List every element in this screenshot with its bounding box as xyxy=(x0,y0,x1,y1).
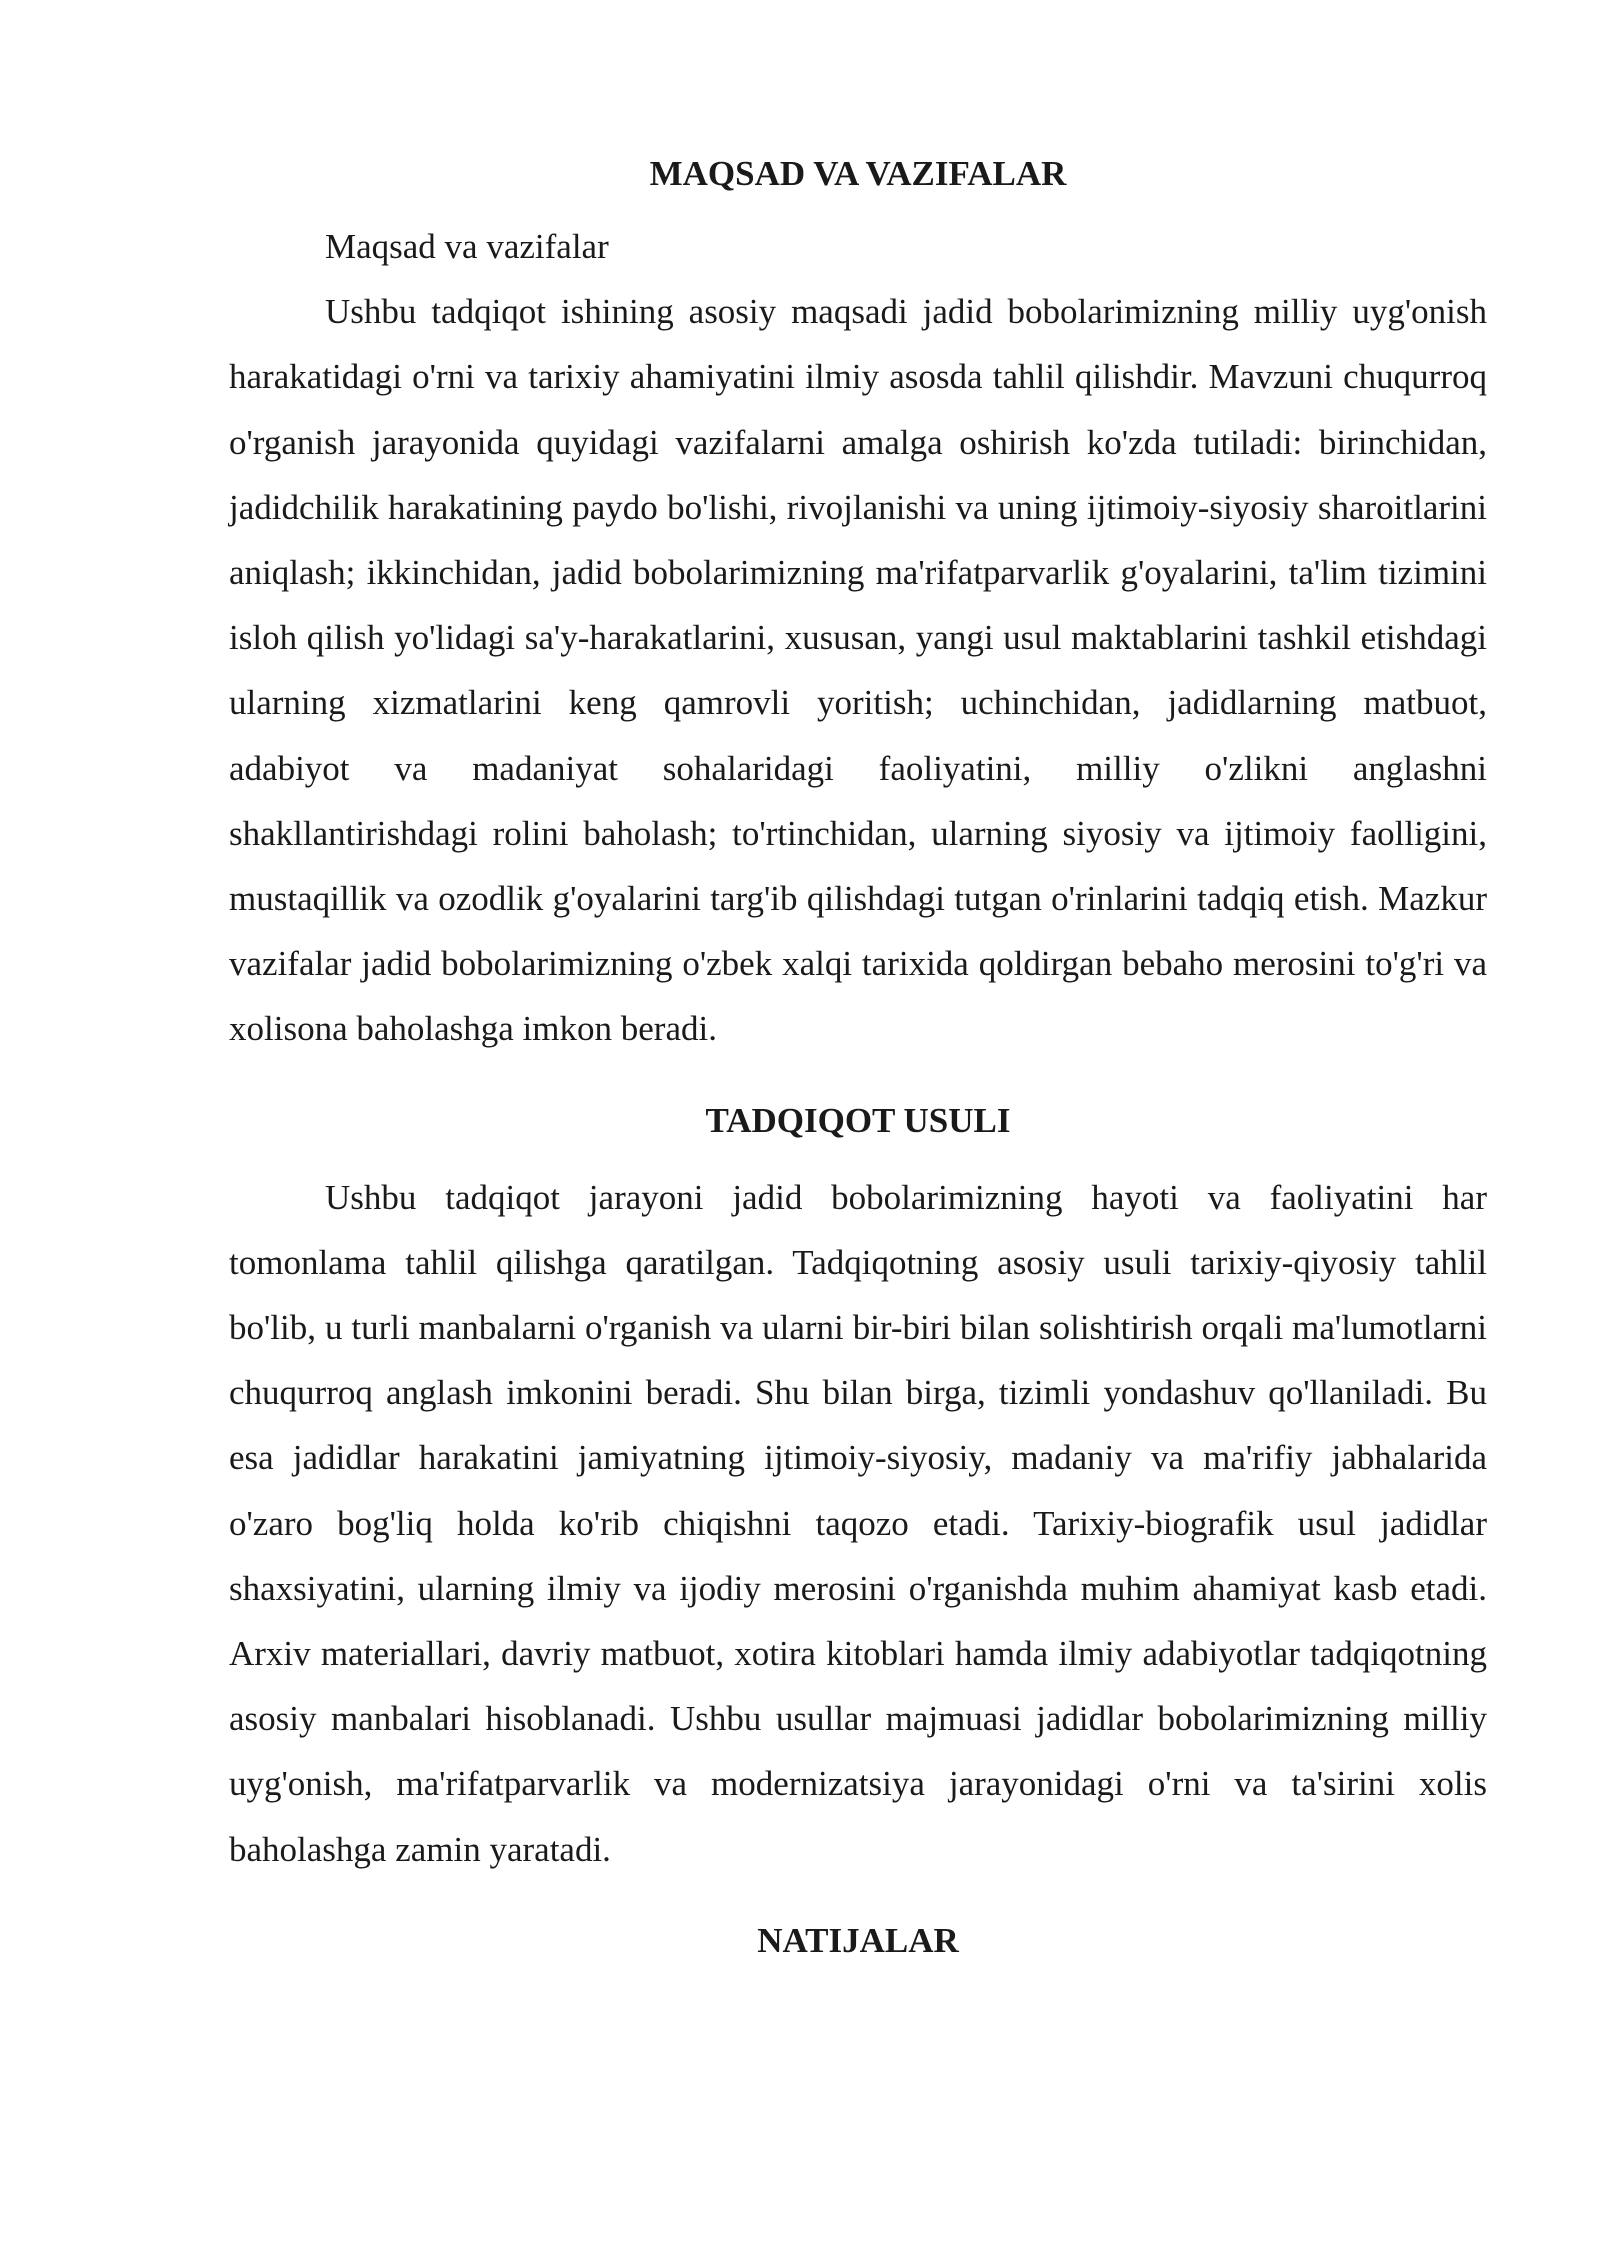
section-heading-goals: MAQSAD VA VAZIFALAR xyxy=(649,154,1067,193)
document-page xyxy=(229,150,1487,1985)
section-heading-method: TADQIQOT USULI xyxy=(705,1100,1011,1140)
paragraph-goals: Ushbu tadqiqot ishining asosiy maqsadi jadid bobolarimizning milliy uyg'onish harakatidagi o'rni va tarixiy ahamiyatini ilmiy asosda tahlil qilishdir. Mavzuni chuqurroq o'rganish jarayonida quyidagi vazifalarni amalga oshirish ko'zda tutiladi: birinchidan, jadidchilik harakatining paydo bo'lishi, rivojlanishi va uning ijtimoiy-siyosiy sharoitlarini aniqlash; ikkinchidan, jadid bobolarimizning ma'rifatparvarlik g'oyalarini, ta'lim tizimini isloh qilish yo'lidagi sa'y-harakatlarini, xususan, yangi usul maktablarini tashkil etishdagi ularning xizmatlarini keng qamrovli yoritish; uchinchidan, jadidlarning matbuot, adabiyot va madaniyat sohalaridagi faoliyatini, milliy o'zlikni anglashni shakllantirishdagi rolini baholash; to'rtinchidan, ularning siyosiy va ijtimoiy faolligini, mustaqillik va ozodlik g'oyalarini targ'ib qilishdagi tutgan o'rinlarini tadqiq etish. Mazkur vazifalar jadid bobolarimizning o'zbek xalqi tarixida qoldirgan bebaho merosini to'g'ri va xolisona baholashga imkon beradi. xyxy=(229,292,1487,1049)
paragraph-method: Ushbu tadqiqot jarayoni jadid bobolarimizning hayoti va faoliyatini har tomonlama tahlil qilishga qaratilgan. Tadqiqotning asosiy usuli tarixiy-qiyosiy tahlil bo'lib, u turli manbalarni o'rganish va ularni bir-biri bilan solishtirish orqali ma'lumotlarni chuqurroq anglash imkonini beradi. Shu bilan birga, tizimli yondashuv qo'llaniladi. Bu esa jadidlar harakatini jamiyatning ijtimoiy-siyosiy, madaniy va ma'rifiy jabhalarida o'zaro bog'liq holda ko'rib chiqishni taqozo etadi. Tarixiy-biografik usul jadidlar shaxsiyatini, ularning ilmiy va ijodiy merosini o'rganishda muhim ahamiyat kasb etadi. Arxiv materiallari, davriy matbuot, xotira kitoblari hamda ilmiy adabiyotlar tadqiqotning asosiy manbalari hisoblanadi. Ushbu usullar majmuasi jadidlar bobolarimizning milliy uyg'onish, ma'rifatparvarlik va modernizatsiya jarayonidagi o'rni va ta'sirini xolis baholashga zamin yaratadi. xyxy=(229,1177,1487,1869)
section-heading-results: NATIJALAR xyxy=(757,1920,959,1960)
section-subtitle-goals: Maqsad va vazifalar xyxy=(325,227,609,266)
